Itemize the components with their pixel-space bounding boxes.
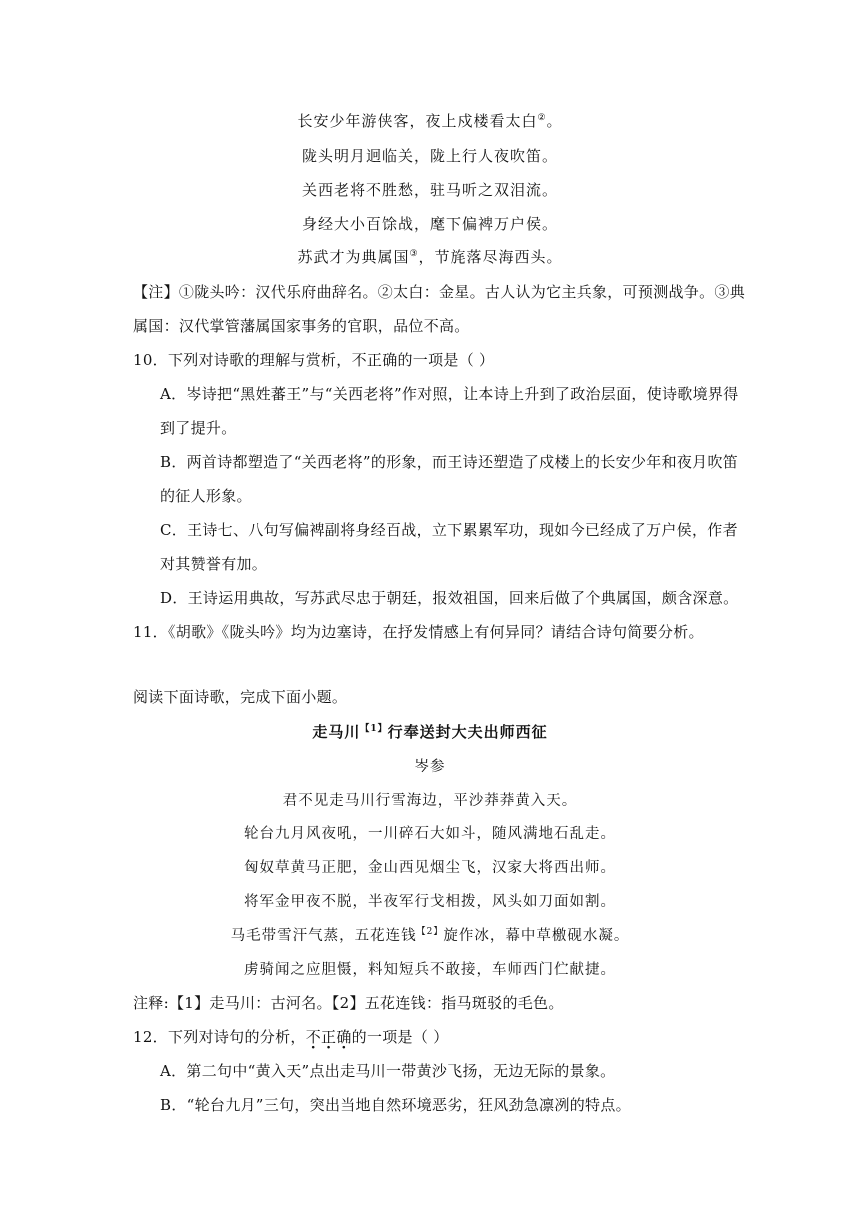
poem1-note-line-1: 【注】①陇头吟：汉代乐府曲辞名。②太白：金星。古人认为它主兵象，可预测战争。③典 xyxy=(133,283,746,301)
question-11: 11．《胡歌》《陇头吟》均为边塞诗，在抒发情感上有何异同？请结合诗句简要分析。 xyxy=(133,623,704,641)
poem2-note: 注释:【1】走马川：古河名。【2】五花连钱：指马斑驳的毛色。 xyxy=(133,994,564,1012)
question-12-stem: 12．下列对诗句的分析，不正确的一项是（ ） xyxy=(133,1028,449,1046)
poem2-line-1: 君不见走马川行雪海边，平沙莽莽黄入天。 xyxy=(282,793,578,809)
q10-option-c-line-2: 对其赞誉有加。 xyxy=(160,555,268,573)
q12-option-b: B．“轮台九月”三句，突出当地自然环境恶劣，狂风劲急凛冽的特点。 xyxy=(160,1096,631,1114)
poem1-line-1: 长安少年游侠客，夜上戍楼看太白②。 xyxy=(297,112,563,130)
poem2-line-2: 轮台九月风夜吼，一川碎石大如斗，随风满地石乱走。 xyxy=(244,826,616,842)
poem2-title: 走马川$^{【1】}$行奉送封大夫出师西征 xyxy=(312,723,548,741)
poem1-note-line-2: 属国：汉代掌管藩属国家事务的官职，品位不高。 xyxy=(133,317,470,335)
q10-option-a-line-1: A．岑诗把“黑姓蕃王”与“关西老将”作对照，让本诗上升到了政治层面，使诗歌境界得 xyxy=(160,385,739,403)
q10-option-c-line-1: C．王诗七、八句写偏裨副将身经百战，立下累累军功，现如今已经成了万户侯，作者 xyxy=(160,521,738,539)
q10-option-d: D．王诗运用典故，写苏武尽忠于朝廷，报效祖国，回来后做了个典属国，颇含深意。 xyxy=(160,589,739,607)
q10-option-b-line-2: 的征人形象。 xyxy=(160,487,252,505)
poem1-line-5: 苏武才为典属国③，节旄落尽海西头。 xyxy=(297,248,563,266)
poem2-line-4: 将军金甲夜不脱，半夜军行戈相拨，风头如刀面如割。 xyxy=(244,894,616,910)
section2-intro: 阅读下面诗歌，完成下面小题。 xyxy=(133,688,348,706)
poem1-line-3: 关西老将不胜愁，驻马听之双泪流。 xyxy=(301,181,558,199)
poem2-line-5: 马毛带雪汗气蒸，五花连钱$^{【2】}$旋作冰，幕中草檄砚水凝。 xyxy=(230,927,630,944)
q10-option-a-line-2: 到了提升。 xyxy=(160,419,237,437)
q12-option-a: A．第二句中“黄入天”点出走马川一带黄沙飞扬，无边无际的景象。 xyxy=(160,1062,616,1080)
poem1-line-4: 身经大小百馀战，麾下偏裨万户侯。 xyxy=(301,215,558,233)
poem2-author: 岑参 xyxy=(414,759,446,775)
poem1-line-2: 陇头明月迥临关，陇上行人夜吹笛。 xyxy=(301,147,558,165)
poem2-line-6: 虏骑闻之应胆慑，料知短兵不敢接，车师西门伫献捷。 xyxy=(244,962,616,978)
poem2-line-3: 匈奴草黄马正肥，金山西见烟尘飞，汉家大将西出师。 xyxy=(244,860,616,876)
q10-option-b-line-1: B．两首诗都塑造了“关西老将”的形象，而王诗还塑造了戍楼上的长安少年和夜月吹笛 xyxy=(160,453,739,471)
question-10-stem: 10．下列对诗歌的理解与赏析，不正确的一项是（ ） xyxy=(133,351,495,369)
